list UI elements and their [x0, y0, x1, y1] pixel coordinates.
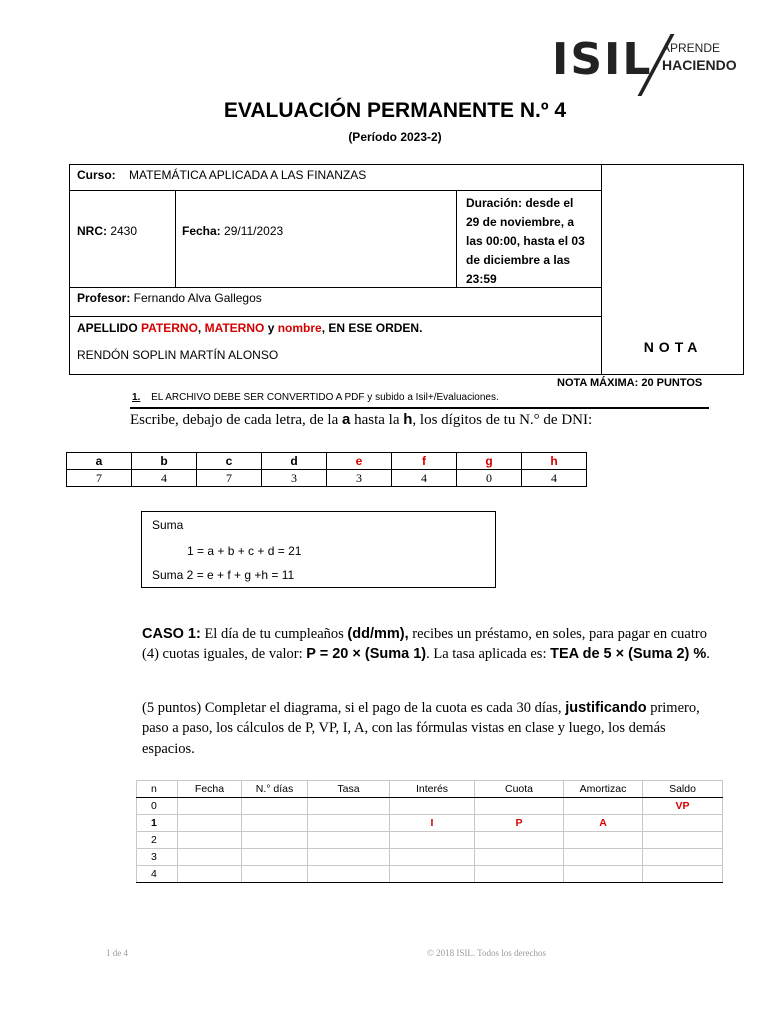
dni-prompt-text: , los dígitos de tu N.° de DNI:	[412, 412, 593, 428]
suma-line-2: Suma 2 = e + f + g +h = 11	[152, 568, 295, 582]
grid-cell-cuota: P	[475, 815, 564, 832]
grid-cell	[475, 798, 564, 815]
grid-row	[137, 849, 723, 866]
caso-1-text: (dd/mm),	[347, 626, 409, 642]
grid-cell	[643, 815, 723, 832]
apellido-text: y	[264, 321, 278, 335]
grid-row	[137, 866, 723, 883]
grid-header: Interés	[390, 781, 475, 798]
nrc-cell	[77, 223, 137, 239]
logo-tag-1: APRENDE	[662, 41, 721, 55]
grid-cell	[390, 798, 475, 815]
grid-cell: 1	[137, 815, 178, 832]
dni-letter: c	[197, 453, 262, 470]
apellido-text: ,	[197, 321, 205, 335]
grid-cell	[242, 866, 308, 883]
curso-row	[77, 167, 366, 183]
dni-prompt	[130, 411, 592, 429]
period: (Período 2023-2)	[348, 130, 442, 144]
grid-cell	[564, 866, 643, 883]
grid-cell	[475, 832, 564, 849]
nota-maxima: NOTA MÁXIMA: 20 PUNTOS	[557, 377, 703, 389]
dni-digit: 4	[132, 470, 197, 487]
caso-1-text: .	[706, 646, 710, 663]
dni-table	[66, 452, 587, 487]
fecha-value: 29/11/2023	[220, 224, 284, 238]
grid-row	[137, 798, 723, 815]
apellido-text: APELLIDO	[77, 321, 142, 335]
duracion-line: las 00:00, hasta el 03	[466, 233, 585, 248]
dni-prompt-text: Escribe, debajo de cada letra, de la	[130, 412, 342, 428]
grid-cell	[390, 866, 475, 883]
grid-cell: 2	[137, 832, 178, 849]
caso-1-inst-emphasis: justificando	[565, 700, 647, 716]
instruction-number: 1.	[132, 392, 141, 403]
dni-prompt-letter-a: a	[341, 411, 351, 428]
footer-page-number: 1 de 4	[106, 948, 128, 958]
grid-cell	[242, 815, 308, 832]
grid-cell	[308, 815, 390, 832]
dni-letter-row	[67, 453, 587, 470]
nrc-label: NRC:	[77, 224, 107, 238]
dni-letter: b	[132, 453, 197, 470]
grid-header: Amortizac	[564, 781, 643, 798]
student-name: RENDÓN SOPLIN MARTÍN ALONSO	[77, 348, 279, 362]
grid-header: N.° días	[242, 781, 308, 798]
nrc-value: 2430	[107, 224, 138, 238]
dni-digit: 3	[327, 470, 392, 487]
dni-letter: f	[392, 453, 457, 470]
dni-letter: a	[67, 453, 132, 470]
logo-tag-2: HACIENDO	[662, 57, 737, 73]
dni-digit: 7	[67, 470, 132, 487]
grid-cell	[390, 832, 475, 849]
apellido-materno: MATERNO	[204, 321, 265, 335]
grid-cell	[564, 849, 643, 866]
instruction-1	[132, 392, 499, 403]
dni-digit: 0	[457, 470, 522, 487]
caso-1-text: . La tasa aplicada es:	[426, 646, 551, 663]
dni-letter: h	[522, 453, 587, 470]
grid-cell	[178, 849, 242, 866]
caso-1-inst-text: (5 puntos) Completar el diagrama, si el pago de la cuota es cada 30 días,	[142, 700, 566, 716]
suma-label: Suma	[152, 518, 184, 532]
grid-cell-interes: I	[390, 815, 475, 832]
divider-rule	[130, 407, 709, 409]
duracion-cell	[466, 194, 601, 289]
grid-cell: 4	[137, 866, 178, 883]
grid-cell	[643, 866, 723, 883]
grid-cell	[564, 798, 643, 815]
grid-cell	[643, 832, 723, 849]
grid-cell	[178, 798, 242, 815]
grid-cell	[475, 849, 564, 866]
dni-digit: 4	[392, 470, 457, 487]
isil-logo	[552, 30, 742, 94]
grid-cell-amortizacion: A	[564, 815, 643, 832]
duracion-line: de diciembre a las	[466, 252, 571, 267]
duracion-line: 29 de noviembre, a	[466, 214, 575, 229]
caso-1-inst-text: primero, paso a paso, los cálculos de P, VP, I, A, con las fórmulas vistas en clase y luego, los demás espacios.	[142, 700, 700, 757]
grid-header: Cuota	[475, 781, 564, 798]
logo-brand: ISIL	[552, 34, 653, 85]
grid-cell	[308, 798, 390, 815]
fecha-cell	[182, 223, 283, 239]
duracion-line: 23:59	[466, 271, 497, 286]
caso-1-text: El día de tu cumpleaños	[200, 626, 348, 642]
grid-cell	[178, 866, 242, 883]
grid-cell-vp: VP	[643, 798, 723, 815]
instruction-text: EL ARCHIVO DEBE SER CONVERTIDO A PDF y subido a Isil+/Evaluaciones.	[151, 392, 499, 403]
caso-1-text: recibes un préstamo, en soles, para pagar en cuatro (4) cuotas iguales, de valor:	[142, 626, 707, 663]
dni-prompt-letter-h: h	[403, 411, 413, 428]
grid-cell: 0	[137, 798, 178, 815]
nota-label: NOTA	[643, 339, 703, 355]
caso-1-statement	[142, 624, 712, 665]
profesor-value: Fernando Alva Gallegos	[130, 291, 262, 305]
grid-cell	[242, 849, 308, 866]
profesor-label: Profesor:	[77, 291, 131, 305]
caso-1-instructions	[142, 698, 712, 759]
grid-cell	[308, 866, 390, 883]
grid-cell	[390, 849, 475, 866]
dni-digit: 3	[262, 470, 327, 487]
duracion-line: Duración: desde el	[466, 196, 574, 210]
suma-box	[141, 511, 496, 588]
dni-letter: e	[327, 453, 392, 470]
grid-cell	[242, 832, 308, 849]
grid-row	[137, 832, 723, 849]
suma-line-1: 1 = a + b + c + d = 21	[187, 544, 302, 558]
grid-header: n	[137, 781, 178, 798]
caso-1-title: CASO 1:	[142, 626, 201, 642]
caso-1-formula: TEA de 5 × (Suma 2) %	[550, 646, 707, 663]
page-title: EVALUACIÓN PERMANENTE N.º 4	[223, 99, 567, 122]
grid-cell	[308, 832, 390, 849]
grid-cell	[475, 866, 564, 883]
profesor-row	[77, 290, 262, 306]
footer-copyright: © 2018 ISIL. Todos los derechos	[427, 948, 547, 958]
dni-digit: 7	[197, 470, 262, 487]
curso-label: Curso:	[77, 168, 116, 182]
apellido-paterno: PATERNO	[141, 321, 198, 335]
grid-header: Tasa	[308, 781, 390, 798]
grid-header: Saldo	[643, 781, 723, 798]
grid-row	[137, 815, 723, 832]
dni-prompt-text: hasta la	[350, 412, 404, 428]
grid-cell	[643, 849, 723, 866]
apellido-text: , EN ESE ORDEN.	[321, 321, 423, 335]
grid-cell	[564, 832, 643, 849]
dni-letter: d	[262, 453, 327, 470]
fecha-label: Fecha:	[182, 224, 221, 238]
dni-digit-row	[67, 470, 587, 487]
dni-letter: g	[457, 453, 522, 470]
grid-cell	[178, 832, 242, 849]
amortization-grid	[136, 780, 723, 883]
apellido-instruction	[77, 320, 422, 336]
dni-digit: 4	[522, 470, 587, 487]
grid-cell	[242, 798, 308, 815]
curso-value: MATEMÁTICA APLICADA A LAS FINANZAS	[129, 168, 367, 182]
grid-cell	[308, 849, 390, 866]
caso-1-formula: P = 20 × (Suma 1)	[306, 646, 427, 663]
grid-header-row	[137, 781, 723, 798]
grid-cell	[178, 815, 242, 832]
apellido-nombre: nombre	[277, 321, 322, 335]
grid-header: Fecha	[178, 781, 242, 798]
grid-cell: 3	[137, 849, 178, 866]
